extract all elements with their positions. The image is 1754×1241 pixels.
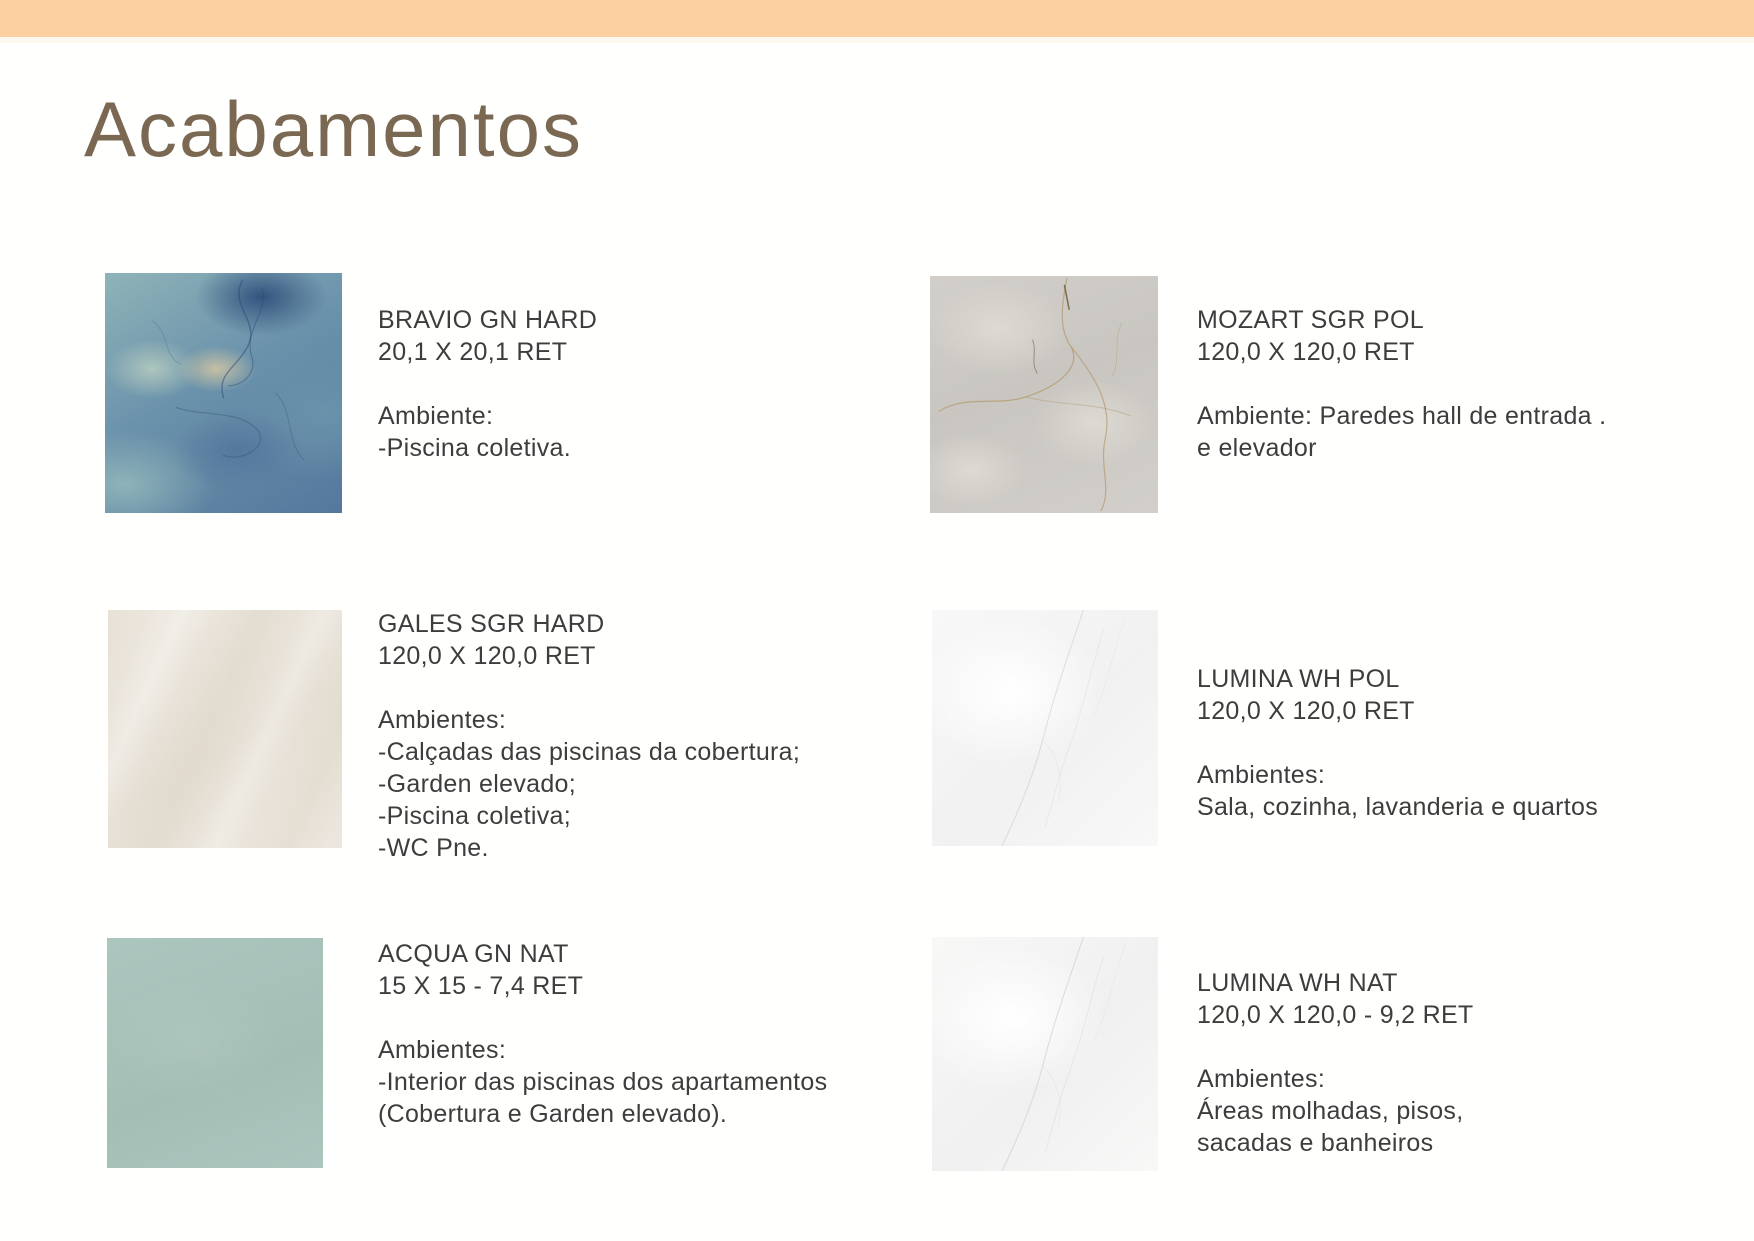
material-size: 120,0 X 120,0 RET bbox=[1197, 338, 1415, 366]
ambiente-line: Ambientes: bbox=[1197, 1065, 1326, 1093]
material-info-acqua-gn-nat bbox=[378, 938, 827, 1130]
material-name: LUMINA WH POL bbox=[1197, 665, 1400, 693]
ambiente-line: sacadas e banheiros bbox=[1197, 1129, 1434, 1157]
top-banner bbox=[0, 0, 1754, 37]
material-swatch-mozart-sgr-pol bbox=[930, 276, 1158, 513]
material-ambientes bbox=[378, 400, 597, 464]
material-swatch-lumina-wh-nat bbox=[932, 937, 1158, 1171]
ambiente-line: Ambientes: bbox=[1197, 761, 1326, 789]
ambiente-line: Ambiente: bbox=[378, 402, 494, 430]
material-swatch-lumina-wh-pol bbox=[932, 610, 1158, 846]
material-info-gales-sgr-hard bbox=[378, 608, 800, 864]
material-ambientes bbox=[1197, 759, 1598, 823]
material-name: MOZART SGR POL bbox=[1197, 306, 1424, 334]
material-ambientes bbox=[1197, 1063, 1474, 1159]
material-swatch-acqua-gn-nat bbox=[107, 938, 323, 1168]
material-info-lumina-wh-nat bbox=[1197, 967, 1474, 1159]
material-ambientes bbox=[378, 1034, 827, 1130]
ambiente-line: -Calçadas das piscinas da cobertura; bbox=[378, 738, 801, 766]
marble-veins bbox=[932, 610, 1158, 846]
ambiente-line: Ambientes: bbox=[378, 1036, 507, 1064]
material-name: ACQUA GN NAT bbox=[378, 940, 569, 968]
marble-veins bbox=[105, 273, 342, 513]
material-info-lumina-wh-pol bbox=[1197, 663, 1598, 823]
ambiente-line: -Garden elevado; bbox=[378, 770, 576, 798]
material-swatch-gales-sgr-hard bbox=[108, 610, 342, 848]
ambiente-line: Ambientes: bbox=[378, 706, 507, 734]
marble-veins bbox=[932, 937, 1158, 1171]
marble-veins bbox=[930, 276, 1158, 513]
ambiente-line: -Interior das piscinas dos apartamentos bbox=[378, 1068, 828, 1096]
material-ambientes bbox=[1197, 400, 1606, 464]
material-swatch-bravio-gn-hard bbox=[105, 273, 342, 513]
page-title: Acabamentos bbox=[84, 85, 583, 173]
ambiente-line: (Cobertura e Garden elevado). bbox=[378, 1100, 728, 1128]
material-info-mozart-sgr-pol bbox=[1197, 304, 1606, 464]
ambiente-line: Ambiente: Paredes hall de entrada . bbox=[1197, 402, 1607, 430]
material-ambientes bbox=[378, 704, 800, 864]
ambiente-line: Sala, cozinha, lavanderia e quartos bbox=[1197, 793, 1599, 821]
material-info-bravio-gn-hard bbox=[378, 304, 597, 464]
material-size: 15 X 15 - 7,4 RET bbox=[378, 972, 584, 1000]
ambiente-line: e elevador bbox=[1197, 434, 1317, 462]
top-banner-underline bbox=[0, 37, 1754, 43]
ambiente-line: Áreas molhadas, pisos, bbox=[1197, 1097, 1464, 1125]
material-name: GALES SGR HARD bbox=[378, 610, 605, 638]
ambiente-line: -Piscina coletiva; bbox=[378, 802, 571, 830]
material-size: 120,0 X 120,0 RET bbox=[1197, 697, 1415, 725]
material-size: 120,0 X 120,0 - 9,2 RET bbox=[1197, 1001, 1474, 1029]
material-size: 20,1 X 20,1 RET bbox=[378, 338, 568, 366]
ambiente-line: -WC Pne. bbox=[378, 834, 489, 862]
ambiente-line: -Piscina coletiva. bbox=[378, 434, 571, 462]
material-size: 120,0 X 120,0 RET bbox=[378, 642, 596, 670]
material-name: LUMINA WH NAT bbox=[1197, 969, 1398, 997]
material-name: BRAVIO GN HARD bbox=[378, 306, 598, 334]
